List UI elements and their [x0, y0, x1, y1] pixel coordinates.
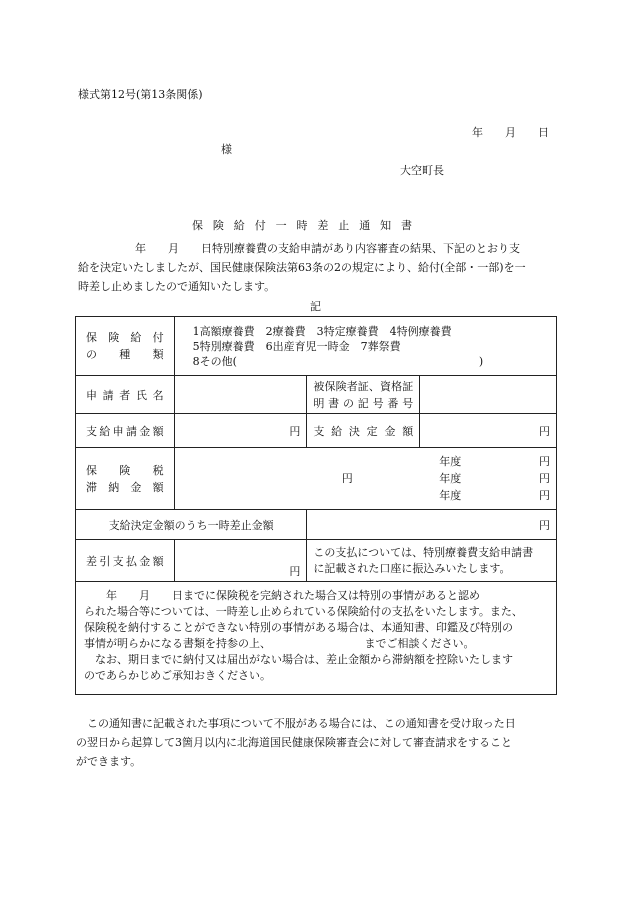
- benefit-type-label: [76, 317, 175, 376]
- arrears-yen: 円: [539, 472, 550, 485]
- arrears-year-row: [175, 470, 550, 487]
- intro-line: 時差し止めましたので通知いたします。: [78, 280, 276, 293]
- benefit-types-line: 8その他( ): [192, 354, 484, 368]
- decided-amount-yen: 円: [420, 414, 557, 448]
- benefit-type-row: [76, 317, 557, 376]
- appeal-line: ができます。: [76, 755, 142, 768]
- suspended-amount-yen: 円: [307, 510, 557, 540]
- insurance-id-value: [420, 376, 557, 414]
- appeal-line: の翌日から起算して3箇月以内に北海道国民健康保険審査会に対して審査請求をすること: [76, 736, 512, 749]
- benefit-types-line: 1高額療養費 2療養費 3特定療養費 4特例療養費: [192, 324, 452, 338]
- tax-arrears-label: [76, 448, 175, 510]
- label-line: 明書の記号番号: [313, 396, 414, 410]
- ki-label: 記: [310, 300, 321, 313]
- arrears-year-row: [175, 487, 550, 504]
- notice-line: 事情が明らかになる書類を持参の上、 までご相談ください。: [84, 637, 475, 650]
- net-payment-label: 差引支払金額: [76, 540, 175, 582]
- payment-notice: [76, 582, 557, 695]
- suspended-row: [76, 510, 557, 540]
- amount-row: [76, 414, 557, 448]
- addressee-suffix: 様: [221, 143, 232, 156]
- transfer-note-line: に記載された口座に振込みいたします。: [313, 561, 511, 575]
- claimed-amount-label: 支給申請金額: [76, 414, 175, 448]
- notice-row: [76, 582, 557, 695]
- document-title: 保険給付一時差止通知書: [192, 219, 422, 232]
- issue-date: 年 月 日: [472, 126, 549, 139]
- suspended-amount-label: 支給決定金額のうち一時差止金額: [76, 510, 307, 540]
- claimed-amount-yen: 円: [174, 414, 307, 448]
- intro-line: 年 月 日特別療養費の支給申請があり内容審査の結果、下記のとおり支: [135, 242, 520, 255]
- notice-line: 保険税を納付することができない特別の事情がある場合は、本通知書、印鑑及び特別の: [84, 621, 513, 634]
- notice-line: られた場合等については、一時差し止められている保険給付の支払をいたします。また、: [84, 605, 523, 618]
- benefit-form-table: [75, 316, 557, 695]
- notice-line: なお、期日までに納付又は届出がない場合は、差止金額から滞納額を控除いたします: [84, 653, 513, 666]
- applicant-row: [76, 376, 557, 414]
- fiscal-year-label: 年度: [439, 472, 462, 485]
- tax-arrears-row: [76, 448, 557, 510]
- fiscal-year-label: 年度: [439, 489, 462, 502]
- form-number: 様式第12号(第13条関係): [78, 88, 203, 101]
- insurance-id-label: [307, 376, 420, 414]
- label-line: 滞納金額: [86, 480, 164, 494]
- transfer-note-line: この支払については、特別療養費支給申請書: [313, 545, 534, 559]
- net-payment-row: [76, 540, 557, 582]
- arrears-total-yen: 円: [341, 472, 353, 485]
- benefit-types: [174, 317, 556, 376]
- arrears-year-row: [175, 453, 550, 470]
- label-line: 保険給付: [86, 331, 164, 344]
- issuer-name: 大空町長: [400, 164, 444, 177]
- notice-line: 年 月 日までに保険税を完納された場合又は特別の事情があると認め: [84, 589, 480, 602]
- transfer-note: [307, 540, 557, 582]
- appeal-line: この通知書に記載された事項について不服がある場合には、この通知書を受け取った日: [76, 717, 516, 730]
- label-line: の種類: [86, 348, 164, 361]
- label-line: 被保険者証、資格証: [313, 379, 414, 393]
- appeal-notice: [76, 714, 560, 771]
- benefit-types-line: 5特別療養費 6出産育児一時金 7葬祭費: [192, 339, 401, 353]
- applicant-name-label: 申請者氏名: [76, 376, 175, 414]
- notice-line: のであらかじめご承知おきください。: [84, 669, 271, 682]
- arrears-yen: 円: [539, 455, 550, 468]
- intro-text: [78, 239, 560, 296]
- intro-line: 給を決定いたしましたが、国民健康保険法第63条の2の規定により、給付(全部・一部)を一: [78, 261, 526, 274]
- decided-amount-label: 支給決定金額: [307, 414, 420, 448]
- fiscal-year-label: 年度: [439, 455, 462, 468]
- tax-arrears-values: [174, 448, 556, 510]
- arrears-yen: 円: [539, 489, 550, 502]
- label-line: 保険税: [86, 463, 164, 477]
- net-payment-yen: 円: [174, 540, 307, 582]
- applicant-name-value: [174, 376, 307, 414]
